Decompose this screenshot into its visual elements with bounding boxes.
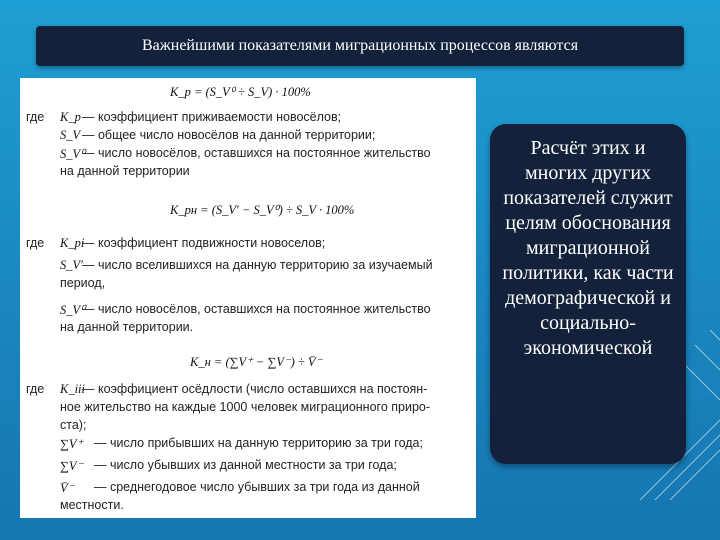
formula-kp: K_p = (S_V⁰ ÷ S_V) · 100%: [170, 85, 311, 99]
callout-box: [490, 124, 686, 464]
definition-vbar-continued: местности.: [60, 498, 124, 512]
symbol-svp: S_V′: [60, 258, 83, 272]
definition-svp: — число вселившихся на данную территорию за изучаемый: [82, 258, 433, 272]
symbol-sv0: S_V⁰: [60, 147, 86, 161]
title-bar: [36, 26, 684, 66]
gde-label: где: [26, 382, 45, 396]
gde-label: где: [26, 236, 45, 250]
formula-kpn: K_pн = (S_V′ − S_V⁰) ÷ S_V · 100%: [170, 203, 355, 217]
symbol-vbar: V̄⁻: [60, 481, 75, 495]
definition-sv0b: — число новосёлов, оставшихся на постоянное жительство: [82, 302, 431, 316]
symbol-kp: K_p: [60, 110, 81, 124]
slide-title: Важнейшими показателями миграционных процессов являются: [141, 37, 579, 54]
definition-ko: — коэффициент осёдлости (число оставшихся на постоян-: [82, 382, 428, 396]
symbol-sv: S_V: [60, 128, 81, 142]
symbol-ko: K_iii: [60, 382, 86, 396]
definition-sv: — общее число новосёлов на данной территории;: [82, 128, 376, 142]
symbol-sum-plus: ∑V⁺: [60, 437, 84, 451]
formula-ko: K_н = (∑V⁺ − ∑V⁻) ÷ V̄⁻: [190, 355, 323, 369]
symbol-sv0b: S_V⁰: [60, 303, 86, 317]
gde-label: где: [26, 110, 45, 124]
definition-sv0-continued: на данной территории: [60, 164, 190, 178]
definition-ko-continued-2: ста);: [60, 418, 87, 432]
definition-sv0: — число новосёлов, оставшихся на постоянное жительство: [82, 146, 431, 160]
definition-sv0b-continued: на данной территории.: [60, 320, 194, 334]
definition-svp-continued: период,: [60, 276, 106, 290]
definition-kp: — коэффициент приживаемости новосёлов;: [82, 110, 342, 124]
definition-sum-plus: — число прибывших на данную территорию за три года;: [94, 436, 423, 450]
definition-kpn: — коэффициент подвижности новоселов;: [82, 236, 326, 250]
symbol-sum-minus: ∑V⁻: [60, 459, 84, 473]
callout-text: Расчёт этих и многих других показателей служит целям обоснования миграционной политики, как части демографической и социально-экономической: [502, 137, 674, 359]
definition-sum-minus: — число убывших из данной местности за три года;: [94, 458, 397, 472]
symbol-kpn: K_pi: [60, 236, 85, 250]
formula-document: [20, 78, 476, 518]
definition-vbar: — среднегодовое число убывших за три года из данной: [94, 480, 420, 494]
definition-ko-continued-1: ное жительство на каждые 1000 человек миграционного приро-: [60, 400, 431, 414]
